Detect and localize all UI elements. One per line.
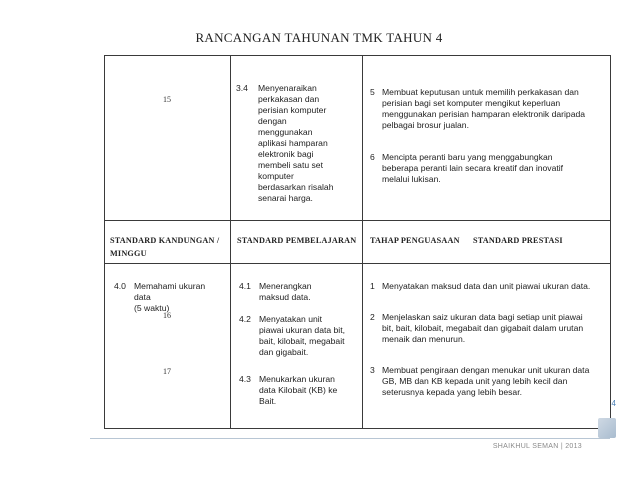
- achievement-item: [370, 87, 606, 131]
- week-number: 16: [163, 311, 171, 320]
- duration: (5 waktu): [134, 303, 170, 313]
- week-number: 17: [163, 367, 171, 376]
- footer-divider: [90, 438, 610, 439]
- achievement-item: [370, 152, 606, 185]
- item-text: Membuat keputusan untuk memilih perkakasan dan perisian bagi set komputer mengikut keperluan menggunakan perisian hamparan elektronik daripada pelbagai brosur jualan.: [382, 87, 586, 130]
- footer-author: SHAIKHUL SEMAN | 2013: [492, 443, 582, 450]
- row-divider: [105, 263, 610, 264]
- learning-standard-item: [239, 314, 357, 358]
- header-learning-standard: STANDARD PEMBELAJARAN: [237, 236, 357, 245]
- plan-table: [104, 55, 611, 429]
- learning-standard-item: [239, 281, 357, 303]
- page-title: RANCANGAN TAHUNAN TMK TAHUN 4: [195, 30, 443, 45]
- item-number: 5: [370, 87, 375, 97]
- item-number: 4.3: [239, 374, 251, 384]
- header-mastery-level: TAHAP PENGUASAAN: [370, 236, 460, 245]
- achievement-item: [370, 365, 606, 398]
- item-text: Menukarkan ukuran data Kilobait (KB) ke Bait.: [259, 374, 338, 406]
- row-divider: [105, 220, 610, 221]
- item-number: 6: [370, 152, 375, 162]
- column-divider: [362, 56, 363, 428]
- learning-standard-item: [236, 83, 358, 204]
- item-text: Mencipta peranti baru yang menggabungkan beberapa peranti lain secara kreatif dan inovatif melalui lukisan.: [382, 152, 564, 184]
- page-corner-decoration: [598, 418, 616, 438]
- item-text: Memahami ukuran data: [134, 281, 206, 302]
- item-number: 3: [370, 365, 375, 375]
- item-number: 4.0: [114, 281, 126, 291]
- item-text: Menyatakan unit piawai ukuran data bit, bait, kilobait, megabait dan gigabait.: [259, 314, 345, 357]
- item-text: Menyatakan maksud data dan unit piawai ukuran data.: [382, 281, 591, 291]
- achievement-item: [370, 281, 606, 292]
- item-text: Membuat pengiraan dengan menukar unit ukuran data GB, MB dan KB kepada unit yang lebih kecil dan seterusnya kepada yang lebih besar.: [382, 365, 590, 397]
- column-divider: [230, 56, 231, 428]
- header-content-standard: STANDARD KANDUNGAN / MINGGU: [110, 236, 220, 258]
- achievement-item: [370, 312, 606, 345]
- item-number: 4.2: [239, 314, 251, 324]
- header-achievement-standard: STANDARD PRESTASI: [473, 236, 563, 245]
- page-number: 4: [611, 399, 616, 408]
- item-text: Menyenaraikan perkakasan dan perisian komputer dengan menggunakan aplikasi hamparan elektronik bagi membeli satu set komputer berdasarkan risalah senarai harga.: [258, 83, 334, 203]
- week-number: 15: [163, 95, 171, 104]
- item-text: Menerangkan maksud data.: [259, 281, 312, 302]
- item-number: 4.1: [239, 281, 251, 291]
- item-number: 3.4: [236, 83, 248, 93]
- item-text: Menjelaskan saiz ukuran data bagi setiap unit piawai bit, bait, kilobait, megabait dan gigabait dalam urutan menaik dan menurun.: [382, 312, 584, 344]
- item-number: 1: [370, 281, 375, 291]
- learning-standard-item: [239, 374, 357, 407]
- item-number: 2: [370, 312, 375, 322]
